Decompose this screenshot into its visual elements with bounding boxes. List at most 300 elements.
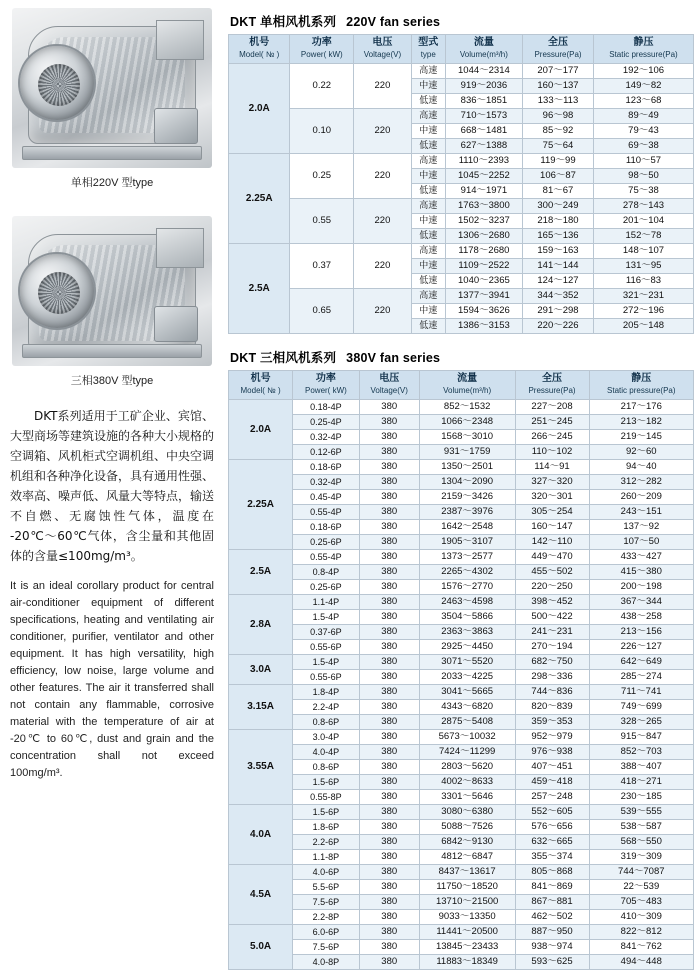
cell-model: 3.55A — [229, 730, 293, 805]
table-row — [229, 595, 694, 610]
cell-voltage: 380 — [359, 505, 419, 520]
cell-volume: 1905～3107 — [419, 535, 515, 550]
cell-static-pressure: 538～587 — [589, 820, 693, 835]
cell-volume: 13710～21500 — [419, 895, 515, 910]
cell-static-pressure: 319～309 — [589, 850, 693, 865]
cell-volume: 2387～3976 — [419, 505, 515, 520]
cell-static-pressure: 137～92 — [589, 520, 693, 535]
cell-power: 0.8-4P — [293, 565, 359, 580]
cell-model: 2.5A — [229, 244, 290, 334]
table-row — [229, 940, 694, 955]
table-row — [229, 835, 694, 850]
table-row — [229, 805, 694, 820]
cell-model: 4.0A — [229, 805, 293, 865]
cell-pressure: 241～231 — [515, 625, 589, 640]
cell-static-pressure: 418～271 — [589, 775, 693, 790]
table-title-en: 220V fan series — [346, 15, 441, 29]
cell-power: 1.5-6P — [293, 775, 359, 790]
cell-model: 2.0A — [229, 400, 293, 460]
table-row — [229, 610, 694, 625]
cell-power: 0.37-6P — [293, 625, 359, 640]
table-header-row — [229, 35, 694, 64]
cell-power: 0.55-4P — [293, 505, 359, 520]
cell-type: 高速 — [411, 154, 445, 169]
cell-type: 高速 — [411, 289, 445, 304]
cell-pressure: 632～665 — [515, 835, 589, 850]
th-static-cn: 静压 — [633, 37, 654, 48]
fan-motor-shape — [154, 306, 198, 342]
cell-volume: 2875～5408 — [419, 715, 515, 730]
cell-pressure: 124～127 — [523, 274, 594, 289]
cell-volume: 5088～7526 — [419, 820, 515, 835]
table-title-cn: DKT 三相风机系列 — [230, 351, 337, 365]
cell-power: 0.25-6P — [293, 535, 359, 550]
th-voltage-en: Voltage(V) — [363, 50, 402, 59]
cell-static-pressure: 278～143 — [593, 199, 693, 214]
cell-type: 高速 — [411, 109, 445, 124]
cell-static-pressure: 89～49 — [593, 109, 693, 124]
table-row — [229, 850, 694, 865]
cell-voltage: 380 — [359, 775, 419, 790]
cell-power: 2.2-8P — [293, 910, 359, 925]
cell-pressure: 96～98 — [523, 109, 594, 124]
cell-pressure: 106～87 — [523, 169, 594, 184]
cell-pressure: 159～163 — [523, 244, 594, 259]
table-row — [229, 505, 694, 520]
table-title-en: 380V fan series — [346, 351, 441, 365]
table-row — [229, 700, 694, 715]
cell-power: 4.0-8P — [293, 955, 359, 970]
cell-static-pressure: 217～176 — [589, 400, 693, 415]
cell-pressure: 81～67 — [523, 184, 594, 199]
cell-volume: 1110～2393 — [445, 154, 522, 169]
table-row — [229, 715, 694, 730]
table-row — [229, 820, 694, 835]
cell-volume: 11441～20500 — [419, 925, 515, 940]
cell-static-pressure: 328～265 — [589, 715, 693, 730]
cell-pressure: 952～979 — [515, 730, 589, 745]
th-volume-en: Volume(m³/h) — [443, 386, 492, 395]
cell-volume: 2925～4450 — [419, 640, 515, 655]
cell-voltage: 380 — [359, 700, 419, 715]
th-model-cn: 机号 — [250, 373, 271, 384]
cell-static-pressure: 705～483 — [589, 895, 693, 910]
cell-power: 0.65 — [290, 289, 354, 334]
cell-static-pressure: 213～182 — [589, 415, 693, 430]
cell-model: 2.25A — [229, 154, 290, 244]
cell-static-pressure: 205～148 — [593, 319, 693, 334]
cell-voltage: 380 — [359, 640, 419, 655]
table-body — [229, 64, 694, 334]
cell-volume: 1045～2252 — [445, 169, 522, 184]
cell-type: 低速 — [411, 229, 445, 244]
cell-static-pressure: 852～703 — [589, 745, 693, 760]
cell-volume: 3071～5520 — [419, 655, 515, 670]
th-volume-cn: 流量 — [457, 373, 478, 384]
cell-pressure: 220～250 — [515, 580, 589, 595]
th-static-en: Static pressure(Pa) — [607, 386, 676, 395]
table-row — [229, 895, 694, 910]
cell-voltage: 380 — [359, 580, 419, 595]
cell-model: 2.5A — [229, 550, 293, 595]
th-model-cn: 机号 — [249, 37, 270, 48]
description-english: It is an ideal corollary product for central air-conditioner equipment of different specifications, heating and ventilating air conditioner, purifier, ventilator and other equipment. It has high versatility, high efficiency, low noise, large volume and other features. The air it transferred shall not contain any flammable, corrosive material with the temperature of air at -20℃ to 60℃, dust and grain and the concentration shall not exceed 100mg/m³. — [10, 580, 214, 779]
cell-pressure: 257～248 — [515, 790, 589, 805]
th-volume-cn: 流量 — [473, 37, 494, 48]
th-model-en: Model( № ) — [239, 50, 280, 59]
three-phase-fan-table — [228, 370, 694, 970]
fan-inlet-shape — [18, 252, 96, 330]
cell-pressure: 867～881 — [515, 895, 589, 910]
th-pressure-en: Pressure(Pa) — [534, 50, 582, 59]
single-phase-fan-table — [228, 34, 694, 334]
cell-pressure: 114～91 — [515, 460, 589, 475]
table-row — [229, 535, 694, 550]
cell-pressure: 133～113 — [523, 94, 594, 109]
cell-pressure: 300～249 — [523, 199, 594, 214]
cell-volume: 919～2036 — [445, 79, 522, 94]
product-photo-block-single-phase — [10, 8, 214, 190]
cell-static-pressure: 148～107 — [593, 244, 693, 259]
cell-volume: 2803～5620 — [419, 760, 515, 775]
cell-voltage: 380 — [359, 565, 419, 580]
cell-volume: 9033～13350 — [419, 910, 515, 925]
cell-voltage: 380 — [359, 835, 419, 850]
cell-pressure: 887～950 — [515, 925, 589, 940]
cell-static-pressure: 69～38 — [593, 139, 693, 154]
cell-pressure: 593～625 — [515, 955, 589, 970]
cell-power: 2.2-4P — [293, 700, 359, 715]
cell-volume: 668～1481 — [445, 124, 522, 139]
cell-type: 高速 — [411, 199, 445, 214]
cell-static-pressure: 568～550 — [589, 835, 693, 850]
cell-static-pressure: 321～231 — [593, 289, 693, 304]
cell-volume: 1350～2501 — [419, 460, 515, 475]
cell-power: 0.55-8P — [293, 790, 359, 805]
th-volume — [445, 35, 522, 64]
cell-voltage: 380 — [359, 820, 419, 835]
cell-volume: 914～1971 — [445, 184, 522, 199]
cell-volume: 1306～2680 — [445, 229, 522, 244]
table-row — [229, 244, 694, 259]
cell-static-pressure: 200～198 — [589, 580, 693, 595]
th-voltage — [359, 371, 419, 400]
cell-pressure: 459～418 — [515, 775, 589, 790]
cell-volume: 1040～2365 — [445, 274, 522, 289]
cell-volume: 3504～5866 — [419, 610, 515, 625]
cell-volume: 1109～2522 — [445, 259, 522, 274]
cell-voltage: 380 — [359, 460, 419, 475]
cell-model: 2.0A — [229, 64, 290, 154]
cell-volume: 3080～6380 — [419, 805, 515, 820]
table-row — [229, 475, 694, 490]
cell-type: 中速 — [411, 304, 445, 319]
cell-volume: 1377～3941 — [445, 289, 522, 304]
cell-pressure: 841～869 — [515, 880, 589, 895]
cell-voltage: 380 — [359, 520, 419, 535]
fan-photo-single-phase — [12, 8, 212, 168]
cell-pressure: 682～750 — [515, 655, 589, 670]
cell-pressure: 398～452 — [515, 595, 589, 610]
cell-voltage: 380 — [359, 805, 419, 820]
th-pressure-en: Pressure(Pa) — [528, 386, 576, 395]
cell-static-pressure: 312～282 — [589, 475, 693, 490]
cell-volume: 5673～10032 — [419, 730, 515, 745]
fan-base-shape — [22, 344, 202, 358]
cell-static-pressure: 219～145 — [589, 430, 693, 445]
cell-static-pressure: 201～104 — [593, 214, 693, 229]
cell-power: 4.0-6P — [293, 865, 359, 880]
cell-power: 5.5-6P — [293, 880, 359, 895]
table-block-single-phase — [228, 12, 694, 334]
table-row — [229, 670, 694, 685]
cell-model: 3.15A — [229, 685, 293, 730]
table-row — [229, 199, 694, 214]
cell-volume: 836～1851 — [445, 94, 522, 109]
cell-power: 0.55-4P — [293, 550, 359, 565]
cell-voltage: 220 — [354, 199, 412, 244]
cell-type: 低速 — [411, 184, 445, 199]
cell-voltage: 380 — [359, 730, 419, 745]
cell-static-pressure: 744～7087 — [589, 865, 693, 880]
table-row — [229, 685, 694, 700]
cell-pressure: 576～656 — [515, 820, 589, 835]
cell-model: 2.8A — [229, 595, 293, 655]
cell-voltage: 220 — [354, 244, 412, 289]
cell-volume: 1642～2548 — [419, 520, 515, 535]
cell-pressure: 462～502 — [515, 910, 589, 925]
cell-power: 0.25-4P — [293, 415, 359, 430]
cell-voltage: 380 — [359, 610, 419, 625]
cell-power: 0.8-6P — [293, 760, 359, 775]
cell-model: 4.5A — [229, 865, 293, 925]
cell-static-pressure: 131～95 — [593, 259, 693, 274]
cell-static-pressure: 110～57 — [593, 154, 693, 169]
cell-volume: 1178～2680 — [445, 244, 522, 259]
fan-outlet-shape — [156, 228, 204, 268]
cell-pressure: 820～839 — [515, 700, 589, 715]
photo-caption-single-phase: 单相220V 型type — [70, 177, 154, 189]
th-static — [593, 35, 693, 64]
cell-type: 高速 — [411, 244, 445, 259]
table-block-three-phase — [228, 348, 694, 970]
cell-volume: 6842～9130 — [419, 835, 515, 850]
cell-voltage: 380 — [359, 490, 419, 505]
table-row — [229, 445, 694, 460]
th-power-en: Power( kW) — [305, 386, 347, 395]
cell-static-pressure: 149～82 — [593, 79, 693, 94]
cell-voltage: 380 — [359, 910, 419, 925]
cell-type: 低速 — [411, 274, 445, 289]
cell-volume: 1044～2314 — [445, 64, 522, 79]
cell-pressure: 359～353 — [515, 715, 589, 730]
cell-power: 0.32-4P — [293, 430, 359, 445]
cell-pressure: 218～180 — [523, 214, 594, 229]
cell-type: 中速 — [411, 124, 445, 139]
left-column — [0, 0, 222, 782]
cell-volume: 1304～2090 — [419, 475, 515, 490]
cell-pressure: 165～136 — [523, 229, 594, 244]
cell-power: 0.22 — [290, 64, 354, 109]
table-row — [229, 415, 694, 430]
cell-volume: 2363～3863 — [419, 625, 515, 640]
cell-power: 0.45-4P — [293, 490, 359, 505]
cell-static-pressure: 116～83 — [593, 274, 693, 289]
cell-voltage: 380 — [359, 415, 419, 430]
table-head — [229, 371, 694, 400]
cell-volume: 931～1759 — [419, 445, 515, 460]
cell-voltage: 380 — [359, 940, 419, 955]
cell-model: 2.25A — [229, 460, 293, 550]
cell-voltage: 380 — [359, 865, 419, 880]
cell-static-pressure: 272～196 — [593, 304, 693, 319]
cell-static-pressure: 642～649 — [589, 655, 693, 670]
table-title-three-phase — [230, 348, 694, 366]
cell-static-pressure: 107～50 — [589, 535, 693, 550]
cell-voltage: 380 — [359, 715, 419, 730]
th-voltage — [354, 35, 412, 64]
th-pressure — [523, 35, 594, 64]
table-row — [229, 655, 694, 670]
table-row — [229, 565, 694, 580]
cell-power: 0.18-6P — [293, 460, 359, 475]
cell-volume: 2463～4598 — [419, 595, 515, 610]
cell-pressure: 305～254 — [515, 505, 589, 520]
cell-power: 0.12-6P — [293, 445, 359, 460]
cell-volume: 3301～5646 — [419, 790, 515, 805]
cell-power: 1.1-8P — [293, 850, 359, 865]
cell-volume: 627～1388 — [445, 139, 522, 154]
cell-type: 低速 — [411, 139, 445, 154]
cell-pressure: 500～422 — [515, 610, 589, 625]
cell-voltage: 380 — [359, 685, 419, 700]
cell-volume: 11750～18520 — [419, 880, 515, 895]
cell-volume: 4002～8633 — [419, 775, 515, 790]
th-volume-en: Volume(m³/h) — [459, 50, 508, 59]
cell-volume: 8437～13617 — [419, 865, 515, 880]
table-row — [229, 520, 694, 535]
cell-volume: 1763～3800 — [445, 199, 522, 214]
table-header-row — [229, 371, 694, 400]
cell-type: 中速 — [411, 169, 445, 184]
cell-power: 1.1-4P — [293, 595, 359, 610]
fan-outlet-shape — [156, 20, 204, 60]
cell-volume: 1386～3153 — [445, 319, 522, 334]
fan-photo-three-phase — [12, 216, 212, 366]
cell-volume: 2265～4302 — [419, 565, 515, 580]
th-voltage-en: Voltage(V) — [370, 386, 408, 395]
cell-model: 5.0A — [229, 925, 293, 970]
cell-power: 1.5-4P — [293, 655, 359, 670]
cell-type: 中速 — [411, 214, 445, 229]
cell-voltage: 380 — [359, 430, 419, 445]
cell-voltage: 380 — [359, 745, 419, 760]
description-chinese: DKT系列适用于工矿企业、宾馆、大型商场等建筑设施的各种大小规格的空调箱、风机柜式空调机组、中央空调机组和各种净化设备，具有通用性强、效率高、噪声低、风量大等特点，输送不自燃、无腐蚀性气体，温度在 -20℃～60℃气体，含尘量和其他固体的含量≤100mg/m³。 — [10, 409, 215, 563]
cell-power: 0.55 — [290, 199, 354, 244]
cell-static-pressure: 285～274 — [589, 670, 693, 685]
table-row — [229, 775, 694, 790]
cell-pressure: 744～836 — [515, 685, 589, 700]
cell-static-pressure: 92～60 — [589, 445, 693, 460]
cell-pressure: 938～974 — [515, 940, 589, 955]
table-row — [229, 625, 694, 640]
table-row — [229, 790, 694, 805]
cell-static-pressure: 841～762 — [589, 940, 693, 955]
th-static-en: Static pressure(Pa) — [609, 50, 678, 59]
cell-power: 7.5-6P — [293, 940, 359, 955]
cell-power: 0.37 — [290, 244, 354, 289]
cell-pressure: 75～64 — [523, 139, 594, 154]
cell-voltage: 380 — [359, 925, 419, 940]
cell-volume: 7424～11299 — [419, 745, 515, 760]
table-head — [229, 35, 694, 64]
cell-static-pressure: 22～539 — [589, 880, 693, 895]
table-row — [229, 289, 694, 304]
cell-power: 6.0-6P — [293, 925, 359, 940]
cell-type: 中速 — [411, 79, 445, 94]
cell-static-pressure: 711～741 — [589, 685, 693, 700]
cell-static-pressure: 260～209 — [589, 490, 693, 505]
cell-static-pressure: 539～555 — [589, 805, 693, 820]
cell-voltage: 380 — [359, 475, 419, 490]
table-row — [229, 400, 694, 415]
table-row — [229, 955, 694, 970]
table-title-single-phase — [230, 12, 694, 30]
cell-pressure: 320～301 — [515, 490, 589, 505]
th-model-en: Model( № ) — [240, 386, 281, 395]
table-row — [229, 109, 694, 124]
cell-pressure: 976～938 — [515, 745, 589, 760]
cell-pressure: 207～177 — [523, 64, 594, 79]
cell-static-pressure: 94～40 — [589, 460, 693, 475]
product-photo-block-three-phase — [10, 216, 214, 388]
table-row — [229, 550, 694, 565]
cell-static-pressure: 98～50 — [593, 169, 693, 184]
cell-static-pressure: 152～78 — [593, 229, 693, 244]
cell-static-pressure: 226～127 — [589, 640, 693, 655]
cell-power: 0.10 — [290, 109, 354, 154]
cell-static-pressure: 749～699 — [589, 700, 693, 715]
fan-inlet-shape — [18, 44, 96, 122]
th-model — [229, 35, 290, 64]
cell-power: 0.55-6P — [293, 640, 359, 655]
cell-static-pressure: 415～380 — [589, 565, 693, 580]
cell-volume: 11883～18349 — [419, 955, 515, 970]
cell-static-pressure: 213～156 — [589, 625, 693, 640]
cell-static-pressure: 367～344 — [589, 595, 693, 610]
cell-pressure: 291～298 — [523, 304, 594, 319]
cell-pressure: 160～147 — [515, 520, 589, 535]
table-body — [229, 400, 694, 970]
table-title-cn: DKT 单相风机系列 — [230, 15, 337, 29]
table-row — [229, 865, 694, 880]
table-row — [229, 490, 694, 505]
cell-volume: 1502～3237 — [445, 214, 522, 229]
cell-volume: 2159～3426 — [419, 490, 515, 505]
cell-voltage: 220 — [354, 64, 412, 109]
cell-power: 0.55-6P — [293, 670, 359, 685]
cell-voltage: 380 — [359, 790, 419, 805]
cell-voltage: 380 — [359, 655, 419, 670]
cell-pressure: 327～320 — [515, 475, 589, 490]
cell-static-pressure: 410～309 — [589, 910, 693, 925]
cell-pressure: 266～245 — [515, 430, 589, 445]
cell-voltage: 380 — [359, 850, 419, 865]
cell-volume: 852～1532 — [419, 400, 515, 415]
cell-volume: 710～1573 — [445, 109, 522, 124]
table-row — [229, 910, 694, 925]
cell-type: 低速 — [411, 319, 445, 334]
